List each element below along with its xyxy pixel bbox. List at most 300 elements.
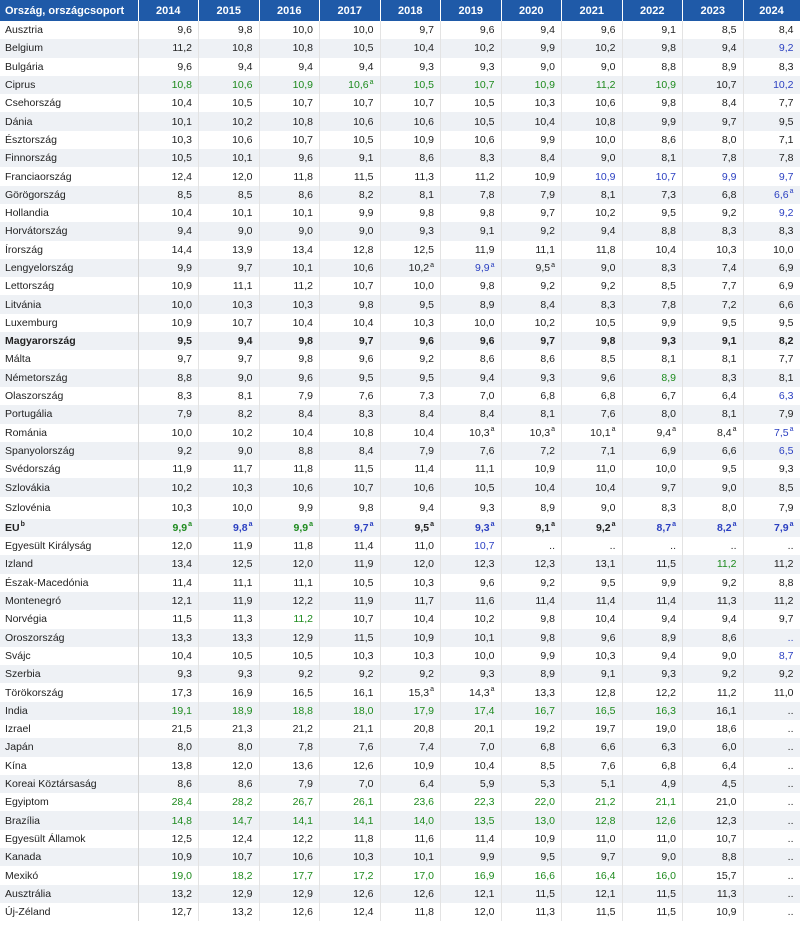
cell-value: 12,4 bbox=[171, 170, 192, 183]
cell-value: 8,3 bbox=[778, 60, 794, 73]
cell-value: 8,1 bbox=[661, 353, 676, 366]
cell-value: .. bbox=[787, 704, 794, 717]
cell-value: 5,9 bbox=[479, 778, 495, 791]
cell-value: 9,5 bbox=[778, 316, 794, 329]
year-column-header[interactable]: 2022 bbox=[622, 0, 683, 21]
cell-value: 21,2 bbox=[292, 723, 313, 736]
value-cell bbox=[199, 757, 260, 775]
cell-value: 10,8 bbox=[595, 115, 616, 128]
cell-value: 12,3 bbox=[474, 558, 495, 571]
cell-value: 8,7 bbox=[656, 521, 672, 534]
year-column-header[interactable]: 2017 bbox=[320, 0, 381, 21]
value-cell bbox=[138, 610, 199, 628]
year-column-header[interactable]: 2019 bbox=[441, 0, 502, 21]
cell-value: 10,0 bbox=[353, 24, 374, 37]
cell-value: 9,9 bbox=[474, 262, 490, 274]
row-country-name bbox=[0, 295, 138, 313]
cell-value: 10,5 bbox=[232, 649, 253, 662]
value-cell bbox=[562, 738, 623, 756]
value-cell bbox=[683, 314, 744, 332]
row-country-name bbox=[0, 555, 138, 573]
cell-value: 11,6 bbox=[414, 832, 434, 845]
cell-value: 6,8 bbox=[721, 188, 737, 201]
cell-value: 16,6 bbox=[534, 869, 555, 882]
cell-value: 10,3 bbox=[529, 426, 551, 439]
cell-value: 8,3 bbox=[661, 262, 676, 274]
value-cell bbox=[320, 866, 381, 884]
year-column-header[interactable]: 2023 bbox=[683, 0, 744, 21]
value-cell bbox=[199, 295, 260, 313]
year-column-header[interactable]: 2018 bbox=[380, 0, 441, 21]
cell-value: 10,9 bbox=[171, 316, 192, 329]
cell-value: 18,2 bbox=[232, 869, 253, 882]
cell-value: 12,9 bbox=[292, 631, 313, 644]
cell-value: 9,8 bbox=[661, 97, 676, 110]
cell-value: 12,0 bbox=[474, 906, 495, 919]
value-cell bbox=[380, 903, 441, 921]
value-cell bbox=[259, 592, 320, 610]
row-country-name bbox=[0, 332, 138, 350]
cell-value: 9,6 bbox=[479, 576, 495, 589]
cell-value: 11,9 bbox=[474, 243, 495, 256]
value-cell bbox=[380, 519, 441, 537]
cell-value: 10,1 bbox=[292, 207, 313, 220]
value-cell bbox=[441, 720, 502, 738]
country-label: Belgium bbox=[5, 42, 43, 55]
country-label: Koreai Köztársaság bbox=[5, 778, 97, 791]
cell-value: 6,0 bbox=[721, 741, 737, 754]
cell-value: 7,9 bbox=[778, 408, 794, 421]
cell-value: 15,3 bbox=[408, 686, 430, 699]
value-cell bbox=[622, 866, 683, 884]
footnote-marker: a bbox=[188, 521, 192, 529]
cell-value: 9,3 bbox=[177, 668, 192, 681]
cell-value: 8,3 bbox=[721, 225, 737, 238]
cell-value: 7,5 bbox=[773, 426, 789, 439]
cell-value: 17,4 bbox=[474, 704, 495, 717]
value-cell bbox=[441, 39, 502, 57]
cell-value: 16,9 bbox=[474, 869, 495, 882]
value-cell bbox=[138, 866, 199, 884]
footnote-marker: a bbox=[551, 521, 555, 529]
value-cell bbox=[441, 866, 502, 884]
value-cell bbox=[562, 277, 623, 295]
cell-value: 17,9 bbox=[413, 704, 434, 717]
value-cell bbox=[138, 131, 199, 149]
cell-value: 10,9 bbox=[534, 832, 555, 845]
country-label: Szlovénia bbox=[5, 501, 51, 514]
country-label: Horvátország bbox=[5, 225, 68, 238]
value-cell bbox=[683, 94, 744, 112]
value-cell bbox=[259, 112, 320, 130]
value-cell bbox=[199, 350, 260, 368]
cell-value: 10,7 bbox=[292, 97, 313, 110]
value-cell bbox=[320, 830, 381, 848]
cell-value: 6,5 bbox=[778, 444, 794, 457]
country-label: Észtország bbox=[5, 133, 57, 146]
country-label: Franciaország bbox=[5, 170, 72, 183]
value-cell bbox=[441, 610, 502, 628]
year-column-header[interactable]: 2020 bbox=[501, 0, 562, 21]
value-cell bbox=[501, 555, 562, 573]
cell-value: 12,0 bbox=[232, 170, 253, 183]
row-country-name bbox=[0, 39, 138, 57]
value-cell bbox=[683, 204, 744, 222]
table-row bbox=[0, 702, 800, 720]
value-cell bbox=[380, 793, 441, 811]
table-row bbox=[0, 610, 800, 628]
value-cell bbox=[743, 848, 800, 866]
cell-value: 13,3 bbox=[171, 631, 192, 644]
table-row bbox=[0, 903, 800, 921]
value-cell bbox=[320, 76, 381, 94]
cell-value: 9,8 bbox=[358, 298, 374, 311]
value-cell bbox=[199, 442, 260, 460]
cell-value: 9,7 bbox=[358, 335, 374, 348]
cell-value: 12,6 bbox=[413, 887, 434, 900]
value-cell bbox=[380, 702, 441, 720]
value-cell bbox=[562, 848, 623, 866]
value-cell bbox=[743, 460, 800, 478]
value-cell bbox=[743, 866, 800, 884]
cell-value: 11,0 bbox=[595, 832, 616, 845]
cell-value: 22,3 bbox=[474, 796, 495, 809]
value-cell bbox=[138, 775, 199, 793]
cell-value: 10,7 bbox=[474, 540, 495, 553]
value-cell bbox=[259, 903, 320, 921]
cell-value: 10,4 bbox=[292, 426, 313, 439]
cell-value: 18,6 bbox=[716, 723, 737, 736]
cell-value: 9,7 bbox=[661, 481, 676, 494]
value-cell bbox=[743, 112, 800, 130]
cell-value: 9,7 bbox=[600, 851, 616, 864]
value-cell bbox=[199, 186, 260, 204]
value-cell bbox=[441, 131, 502, 149]
value-cell bbox=[501, 369, 562, 387]
cell-value: 9,7 bbox=[778, 613, 794, 626]
cell-value: 12,3 bbox=[716, 814, 737, 827]
value-cell bbox=[320, 478, 381, 496]
cell-value: 9,2 bbox=[721, 576, 737, 589]
footnote-marker: a bbox=[490, 426, 495, 434]
value-cell bbox=[622, 21, 683, 39]
cell-value: 8,2 bbox=[237, 408, 253, 421]
value-cell bbox=[501, 665, 562, 683]
value-cell bbox=[501, 58, 562, 76]
value-cell bbox=[199, 866, 260, 884]
cell-value: 9,7 bbox=[419, 24, 434, 37]
value-cell bbox=[622, 186, 683, 204]
table-row bbox=[0, 39, 800, 57]
cell-value: 10,5 bbox=[353, 576, 374, 589]
cell-value: 6,7 bbox=[661, 390, 676, 403]
value-cell bbox=[138, 885, 199, 903]
value-cell bbox=[622, 350, 683, 368]
cell-value: 9,4 bbox=[540, 24, 555, 37]
country-label: Portugália bbox=[5, 408, 53, 421]
row-country-name bbox=[0, 149, 138, 167]
country-column-header[interactable]: Ország, országcsoport bbox=[0, 0, 138, 21]
cell-value: 11,0 bbox=[656, 832, 676, 845]
cell-value: 16,3 bbox=[655, 704, 676, 717]
value-cell bbox=[138, 387, 199, 405]
cell-value: 11,0 bbox=[595, 463, 616, 476]
value-cell bbox=[259, 295, 320, 313]
cell-value: 14,1 bbox=[353, 814, 374, 827]
value-cell bbox=[622, 683, 683, 701]
value-cell bbox=[683, 497, 744, 519]
cell-value: 9,9 bbox=[540, 42, 555, 55]
value-cell bbox=[683, 277, 744, 295]
cell-value: 10,7 bbox=[232, 851, 253, 864]
cell-value: 10,0 bbox=[413, 280, 434, 293]
value-cell bbox=[199, 405, 260, 423]
cell-value: 8,9 bbox=[479, 298, 495, 311]
value-cell bbox=[138, 629, 199, 647]
cell-value: 10,0 bbox=[474, 316, 495, 329]
cell-value: 9,0 bbox=[600, 262, 616, 274]
cell-value: 11,9 bbox=[232, 540, 253, 553]
cell-value: 10,6 bbox=[232, 79, 253, 92]
cell-value: 10,2 bbox=[474, 613, 495, 626]
cell-value: 8,4 bbox=[298, 408, 313, 421]
value-cell bbox=[683, 885, 744, 903]
cell-value: 28,4 bbox=[171, 796, 192, 809]
cell-value: 9,6 bbox=[600, 24, 616, 37]
cell-value: 12,8 bbox=[353, 243, 374, 256]
value-cell bbox=[743, 478, 800, 496]
value-cell bbox=[683, 775, 744, 793]
cell-value: 9,5 bbox=[419, 371, 434, 384]
cell-value: 10,9 bbox=[655, 79, 676, 92]
cell-value: 10,3 bbox=[595, 649, 616, 662]
cell-value: 16,5 bbox=[292, 686, 313, 699]
value-cell bbox=[743, 259, 800, 277]
value-cell bbox=[562, 811, 623, 829]
value-cell bbox=[683, 405, 744, 423]
cell-value: 11,7 bbox=[232, 463, 253, 476]
value-cell bbox=[441, 314, 502, 332]
value-cell bbox=[743, 332, 800, 350]
country-label: Írország bbox=[5, 243, 43, 256]
value-cell bbox=[622, 647, 683, 665]
cell-value: 10,5 bbox=[353, 133, 374, 146]
cell-value: 8,4 bbox=[540, 298, 555, 311]
cell-value: 8,6 bbox=[661, 133, 676, 146]
value-cell bbox=[683, 478, 744, 496]
cell-value: 10,3 bbox=[232, 298, 253, 311]
value-cell bbox=[562, 442, 623, 460]
cell-value: 12,6 bbox=[353, 887, 374, 900]
value-cell bbox=[138, 537, 199, 555]
value-cell bbox=[199, 76, 260, 94]
value-cell bbox=[441, 21, 502, 39]
value-cell bbox=[501, 647, 562, 665]
table-row bbox=[0, 885, 800, 903]
value-cell bbox=[199, 277, 260, 295]
value-cell bbox=[138, 350, 199, 368]
value-cell bbox=[743, 186, 800, 204]
cell-value: 11,4 bbox=[172, 576, 192, 589]
value-cell bbox=[259, 222, 320, 240]
value-cell bbox=[320, 610, 381, 628]
value-cell bbox=[441, 497, 502, 519]
value-cell bbox=[562, 332, 623, 350]
value-cell bbox=[380, 424, 441, 442]
value-cell bbox=[501, 848, 562, 866]
cell-value: 6,4 bbox=[419, 778, 434, 791]
cell-value: 7,8 bbox=[661, 298, 676, 311]
row-country-name bbox=[0, 793, 138, 811]
value-cell bbox=[199, 885, 260, 903]
year-column-header[interactable]: 2016 bbox=[259, 0, 320, 21]
year-column-header[interactable]: 2014 bbox=[138, 0, 199, 21]
cell-value: 10,7 bbox=[353, 481, 374, 494]
cell-value: 11,8 bbox=[293, 463, 313, 476]
value-cell bbox=[622, 537, 683, 555]
value-cell bbox=[441, 793, 502, 811]
cell-value: 9,2 bbox=[778, 207, 794, 220]
cell-value: 7,9 bbox=[419, 444, 434, 457]
cell-value: 9,9 bbox=[661, 316, 676, 329]
cell-value: 9,3 bbox=[237, 668, 253, 681]
cell-value: 10,7 bbox=[474, 79, 495, 92]
value-cell bbox=[683, 519, 744, 537]
row-country-name bbox=[0, 131, 138, 149]
value-cell bbox=[622, 405, 683, 423]
value-cell bbox=[199, 424, 260, 442]
table-row bbox=[0, 497, 800, 519]
cell-value: 7,8 bbox=[479, 188, 495, 201]
value-cell bbox=[501, 131, 562, 149]
value-cell bbox=[562, 555, 623, 573]
value-cell bbox=[259, 259, 320, 277]
value-cell bbox=[683, 76, 744, 94]
cell-value: 11,1 bbox=[474, 463, 495, 476]
value-cell bbox=[683, 131, 744, 149]
country-label: Magyarország bbox=[5, 335, 76, 348]
table-body bbox=[0, 21, 800, 921]
row-country-name bbox=[0, 259, 138, 277]
footnote-marker: a bbox=[430, 521, 434, 529]
cell-value: 8,8 bbox=[177, 371, 192, 384]
cell-value: .. bbox=[787, 759, 794, 772]
cell-value: 8,0 bbox=[661, 408, 676, 421]
value-cell bbox=[743, 811, 800, 829]
value-cell bbox=[199, 241, 260, 259]
cell-value: 9,7 bbox=[540, 335, 555, 348]
value-cell bbox=[138, 757, 199, 775]
value-cell bbox=[138, 848, 199, 866]
value-cell bbox=[199, 903, 260, 921]
cell-value: 7,7 bbox=[721, 280, 737, 293]
footnote-marker: a bbox=[248, 521, 253, 529]
cell-value: 11,2 bbox=[773, 558, 794, 571]
cell-value: 9,1 bbox=[535, 521, 551, 534]
value-cell bbox=[683, 442, 744, 460]
footnote-marker: a bbox=[430, 261, 434, 269]
value-cell bbox=[138, 295, 199, 313]
cell-value: 7,6 bbox=[600, 759, 616, 772]
value-cell bbox=[743, 775, 800, 793]
cell-value: 7,2 bbox=[540, 444, 555, 457]
cell-value: 22,0 bbox=[534, 796, 555, 809]
value-cell bbox=[683, 350, 744, 368]
value-cell bbox=[743, 424, 800, 442]
value-cell bbox=[501, 757, 562, 775]
value-cell bbox=[562, 610, 623, 628]
cell-value: 8,1 bbox=[540, 408, 555, 421]
footnote-marker: a bbox=[490, 261, 495, 269]
value-cell bbox=[743, 610, 800, 628]
value-cell bbox=[441, 519, 502, 537]
year-column-header[interactable]: 2021 bbox=[562, 0, 623, 21]
cell-value: 9,5 bbox=[540, 851, 555, 864]
value-cell bbox=[138, 647, 199, 665]
cell-value: 9,9 bbox=[298, 501, 313, 514]
cell-value: 8,0 bbox=[177, 741, 192, 754]
value-cell bbox=[138, 167, 199, 185]
year-column-header[interactable]: 2015 bbox=[199, 0, 260, 21]
cell-value: 9,3 bbox=[661, 668, 676, 681]
value-cell bbox=[441, 387, 502, 405]
country-label: Finnország bbox=[5, 152, 57, 165]
cell-value: 10,0 bbox=[171, 298, 192, 311]
value-cell bbox=[380, 204, 441, 222]
value-cell bbox=[138, 369, 199, 387]
value-cell bbox=[138, 405, 199, 423]
cell-value: 7,9 bbox=[298, 390, 313, 403]
value-cell bbox=[320, 21, 381, 39]
value-cell bbox=[259, 478, 320, 496]
value-cell bbox=[380, 757, 441, 775]
value-cell bbox=[743, 58, 800, 76]
year-column-header[interactable]: 2024 bbox=[743, 0, 800, 21]
value-cell bbox=[320, 738, 381, 756]
value-cell bbox=[441, 332, 502, 350]
row-country-name bbox=[0, 94, 138, 112]
value-cell bbox=[441, 149, 502, 167]
cell-value: 10,9 bbox=[413, 759, 434, 772]
value-cell bbox=[501, 314, 562, 332]
cell-value: 11,8 bbox=[595, 243, 616, 256]
table-row bbox=[0, 848, 800, 866]
value-cell bbox=[501, 519, 562, 537]
cell-value: 13,8 bbox=[171, 759, 192, 772]
value-cell bbox=[683, 424, 744, 442]
cell-value: 10,8 bbox=[292, 42, 313, 55]
cell-value: 11,8 bbox=[414, 906, 434, 919]
country-label: Szlovákia bbox=[5, 481, 50, 494]
value-cell bbox=[683, 610, 744, 628]
value-cell bbox=[501, 592, 562, 610]
value-cell bbox=[320, 555, 381, 573]
value-cell bbox=[380, 332, 441, 350]
value-cell bbox=[320, 387, 381, 405]
row-country-name bbox=[0, 369, 138, 387]
country-label: Svájc bbox=[5, 649, 31, 662]
value-cell bbox=[380, 21, 441, 39]
footnote-marker: a bbox=[551, 261, 555, 269]
cell-value: .. bbox=[787, 832, 794, 845]
cell-value: 11,4 bbox=[353, 540, 374, 553]
value-cell bbox=[138, 555, 199, 573]
value-cell bbox=[562, 222, 623, 240]
cell-value: 6,4 bbox=[721, 759, 737, 772]
value-cell bbox=[743, 405, 800, 423]
table-row bbox=[0, 76, 800, 94]
cell-value: 21,1 bbox=[353, 723, 374, 736]
